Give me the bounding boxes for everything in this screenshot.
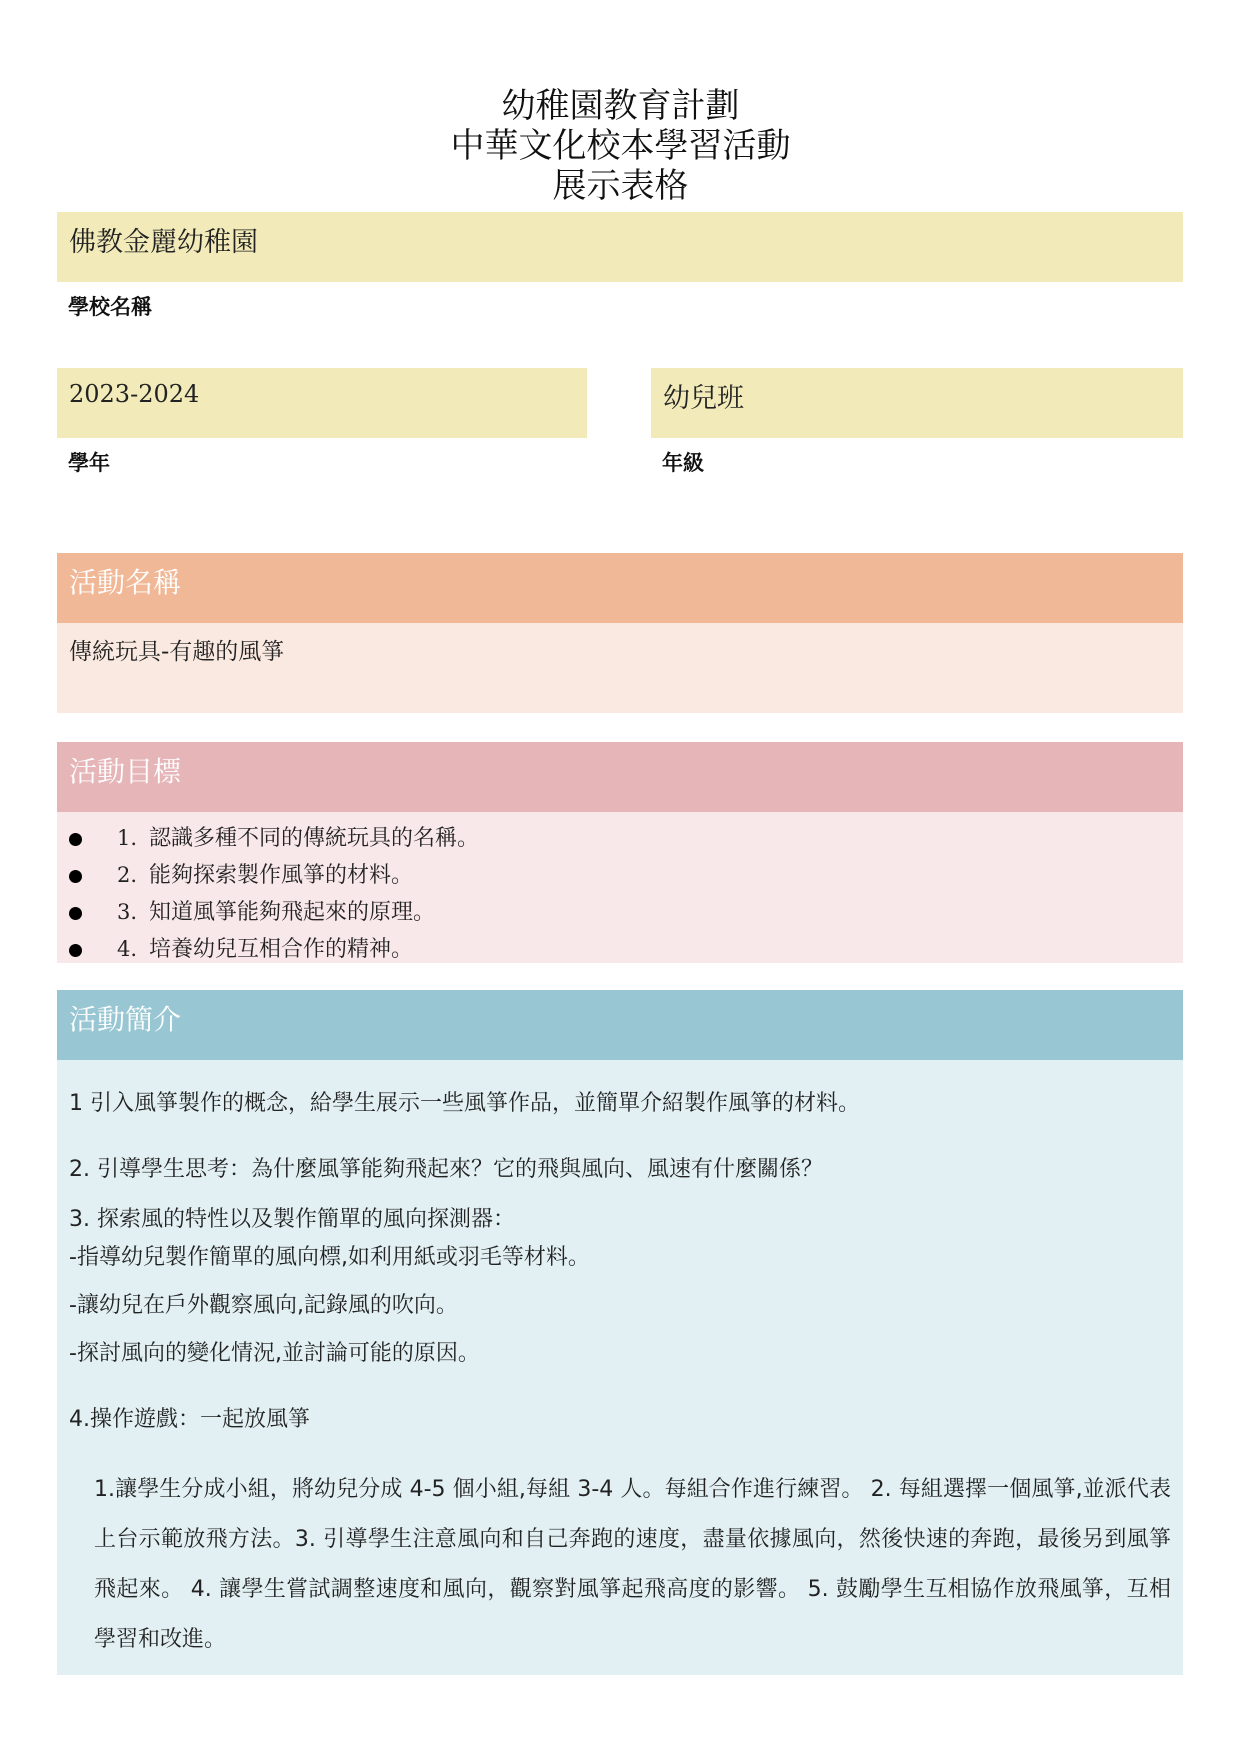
objectives-header: 活動目標 [57,742,1183,812]
intro-paragraph: -探討風向的變化情況,並討論可能的原因。 [69,1341,480,1366]
objective-item [57,894,1183,931]
intro-paragraph: -讓幼兒在戶外觀察風向,記錄風的吹向。 [69,1293,458,1318]
objective-text: 培養幼兒互相合作的精神。 [149,937,414,962]
school-name-field[interactable]: 佛教金麗幼稚園 [57,212,1183,282]
objective-number: 2. [117,863,138,887]
title-line-3: 展示表格 [552,166,689,206]
school-name-label: 學校名稱 [68,295,152,319]
game-steps-paragraph: 1.讓學生分成小組，將幼兒分成 4-5 個小組,每組 3-4 人。每組合作進行練習。 2. 每組選擇一個風箏,並派代表上台示範放飛方法。3. 引導學生注意風向和自己奔跑的速度，盡量依據風向，然後快速的奔跑，最後另到風箏飛起來。 4. 讓學生嘗試調整速度和風向，觀察對風箏起飛高度的影響。 5. 鼓勵學生互相協作放飛風箏，互相學習和改進。 [94,1477,1171,1652]
bullet-icon [69,944,82,957]
intro-paragraph: 2. 引導學生思考：為什麼風箏能夠飛起來？它的飛與風向、風速有什麼關係？ [69,1157,823,1182]
grade-field[interactable]: 幼兒班 [651,368,1183,438]
objective-text: 能夠探索製作風箏的材料。 [149,863,414,888]
objective-item [57,931,1183,968]
intro-paragraph: 4.操作遊戲：一起放風箏 [69,1407,310,1432]
activity-name-field[interactable]: 傳統玩具-有趣的風箏 [57,623,1183,713]
objective-number: 3. [117,900,138,924]
intro-body[interactable] [57,1060,1183,1675]
document-title [0,86,1241,206]
bullet-icon [69,870,82,883]
school-year-field[interactable]: 2023-2024 [57,368,587,438]
objective-number: 1. [117,826,138,850]
objective-item [57,857,1183,894]
bullet-icon [69,907,82,920]
intro-paragraph: 1 引入風箏製作的概念，給學生展示一些風箏作品，並簡單介紹製作風箏的材料。 [69,1091,860,1116]
objectives-body [57,812,1183,963]
title-line-2: 中華文化校本學習活動 [450,126,791,166]
intro-paragraph: -指導幼兒製作簡單的風向標,如利用紙或羽毛等材料。 [69,1245,590,1270]
objective-text: 知道風箏能夠飛起來的原理。 [149,900,436,925]
school-year-label: 學年 [68,451,110,475]
objective-number: 4. [117,937,138,961]
grade-label: 年級 [662,451,704,475]
objective-item [57,820,1183,857]
objectives-list [57,820,1183,968]
activity-name-header: 活動名稱 [57,553,1183,623]
objective-text: 認識多種不同的傳統玩具的名稱。 [149,826,480,851]
title-line-1: 幼稚園教育計劃 [501,86,740,126]
intro-header: 活動簡介 [57,990,1183,1060]
bullet-icon [69,833,82,846]
intro-paragraph: 3. 探索風的特性以及製作簡單的風向探測器： [69,1207,515,1232]
